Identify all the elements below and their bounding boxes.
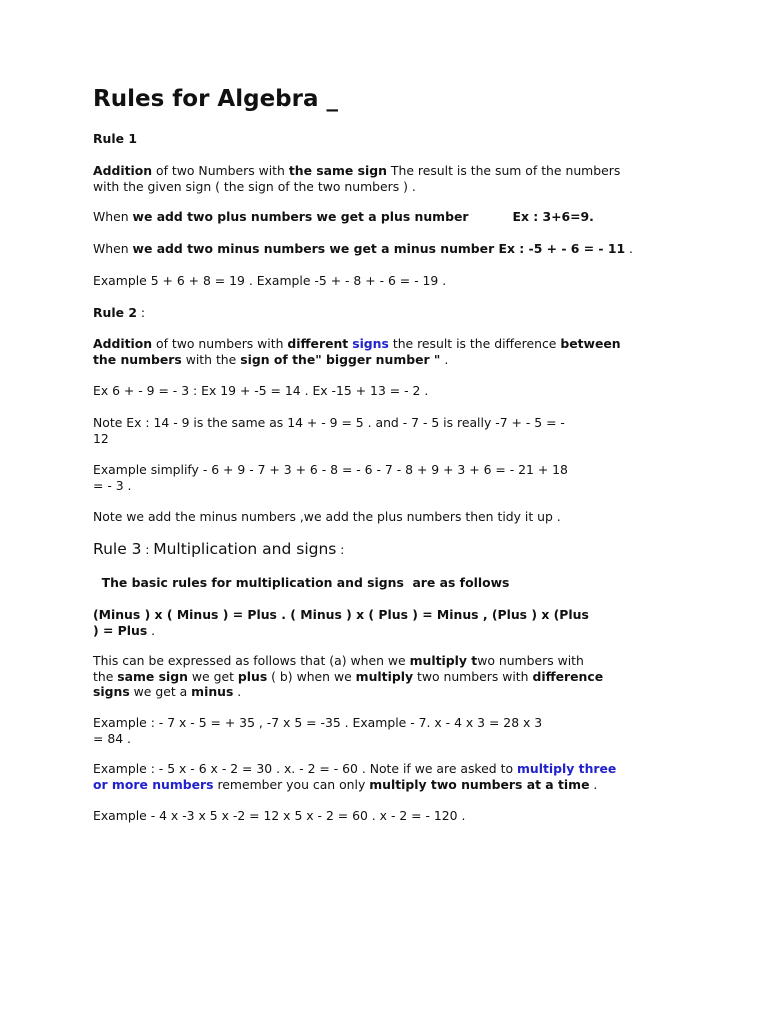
note-line-2: Note we add the minus numbers ,we add the plus numbers then tidy it up .: [93, 509, 561, 524]
simplify-example: Example simplify - 6 + 9 - 7 + 3 + 6 - 8 = - 6 - 7 - 8 + 9 + 3 + 6 = - 21 + 18 = - 3 .: [93, 462, 568, 493]
basic-rules-line: The basic rules for multiplication and signs are as follows: [93, 575, 510, 590]
rule2-paragraph: Addition of two numbers with different signs the result is the difference between the numbers with the sign of the" bigger number " .: [93, 336, 621, 367]
rule1-label: Rule 1: [93, 131, 137, 146]
note-line: Note Ex : 14 - 9 is the same as 14 + - 9 = 5 . and - 7 - 5 is really -7 + - 5 = - 12: [93, 415, 565, 446]
rule3-heading: Rule 3 : Multiplication and signs :: [93, 540, 345, 558]
final-example: Example - 4 x -3 x 5 x -2 = 12 x 5 x - 2 = 60 . x - 2 = - 120 .: [93, 808, 466, 823]
page-title: Rules for Algebra _: [93, 86, 339, 112]
plus-numbers-line: When we add two plus numbers we get a plus number Ex : 3+6=9.: [93, 209, 594, 224]
expressed-paragraph: This can be expressed as follows that (a) when we multiply two numbers with the same sign we get plus ( b) when we multiply two numbers with difference signs we get a minus .: [93, 653, 604, 699]
sign-rules: (Minus ) x ( Minus ) = Plus . ( Minus ) x ( Plus ) = Minus , (Plus ) x (Plus ) = Plus .: [93, 607, 589, 638]
minus-numbers-line: When we add two minus numbers we get a minus number Ex : -5 + - 6 = - 11 .: [93, 241, 633, 256]
three-numbers-example: Example : - 5 x - 6 x - 2 = 30 . x. - 2 = - 60 . Note if we are asked to multiply three or more numbers remember you can only multiply two numbers at a time .: [93, 761, 617, 792]
example-line-1: Example 5 + 6 + 8 = 19 . Example -5 + - 8 + - 6 = - 19 .: [93, 273, 447, 288]
rule1-paragraph: Addition of two Numbers with the same sign The result is the sum of the numbers with the given sign ( the sign of the two numbers ) .: [93, 163, 621, 194]
ex-line: Ex 6 + - 9 = - 3 : Ex 19 + -5 = 14 . Ex -15 + 13 = - 2 .: [93, 383, 429, 398]
multiplication-example: Example : - 7 x - 5 = + 35 , -7 x 5 = -35 . Example - 7. x - 4 x 3 = 28 x 3 = 84 .: [93, 715, 543, 746]
rule2-label: Rule 2 :: [93, 305, 146, 320]
